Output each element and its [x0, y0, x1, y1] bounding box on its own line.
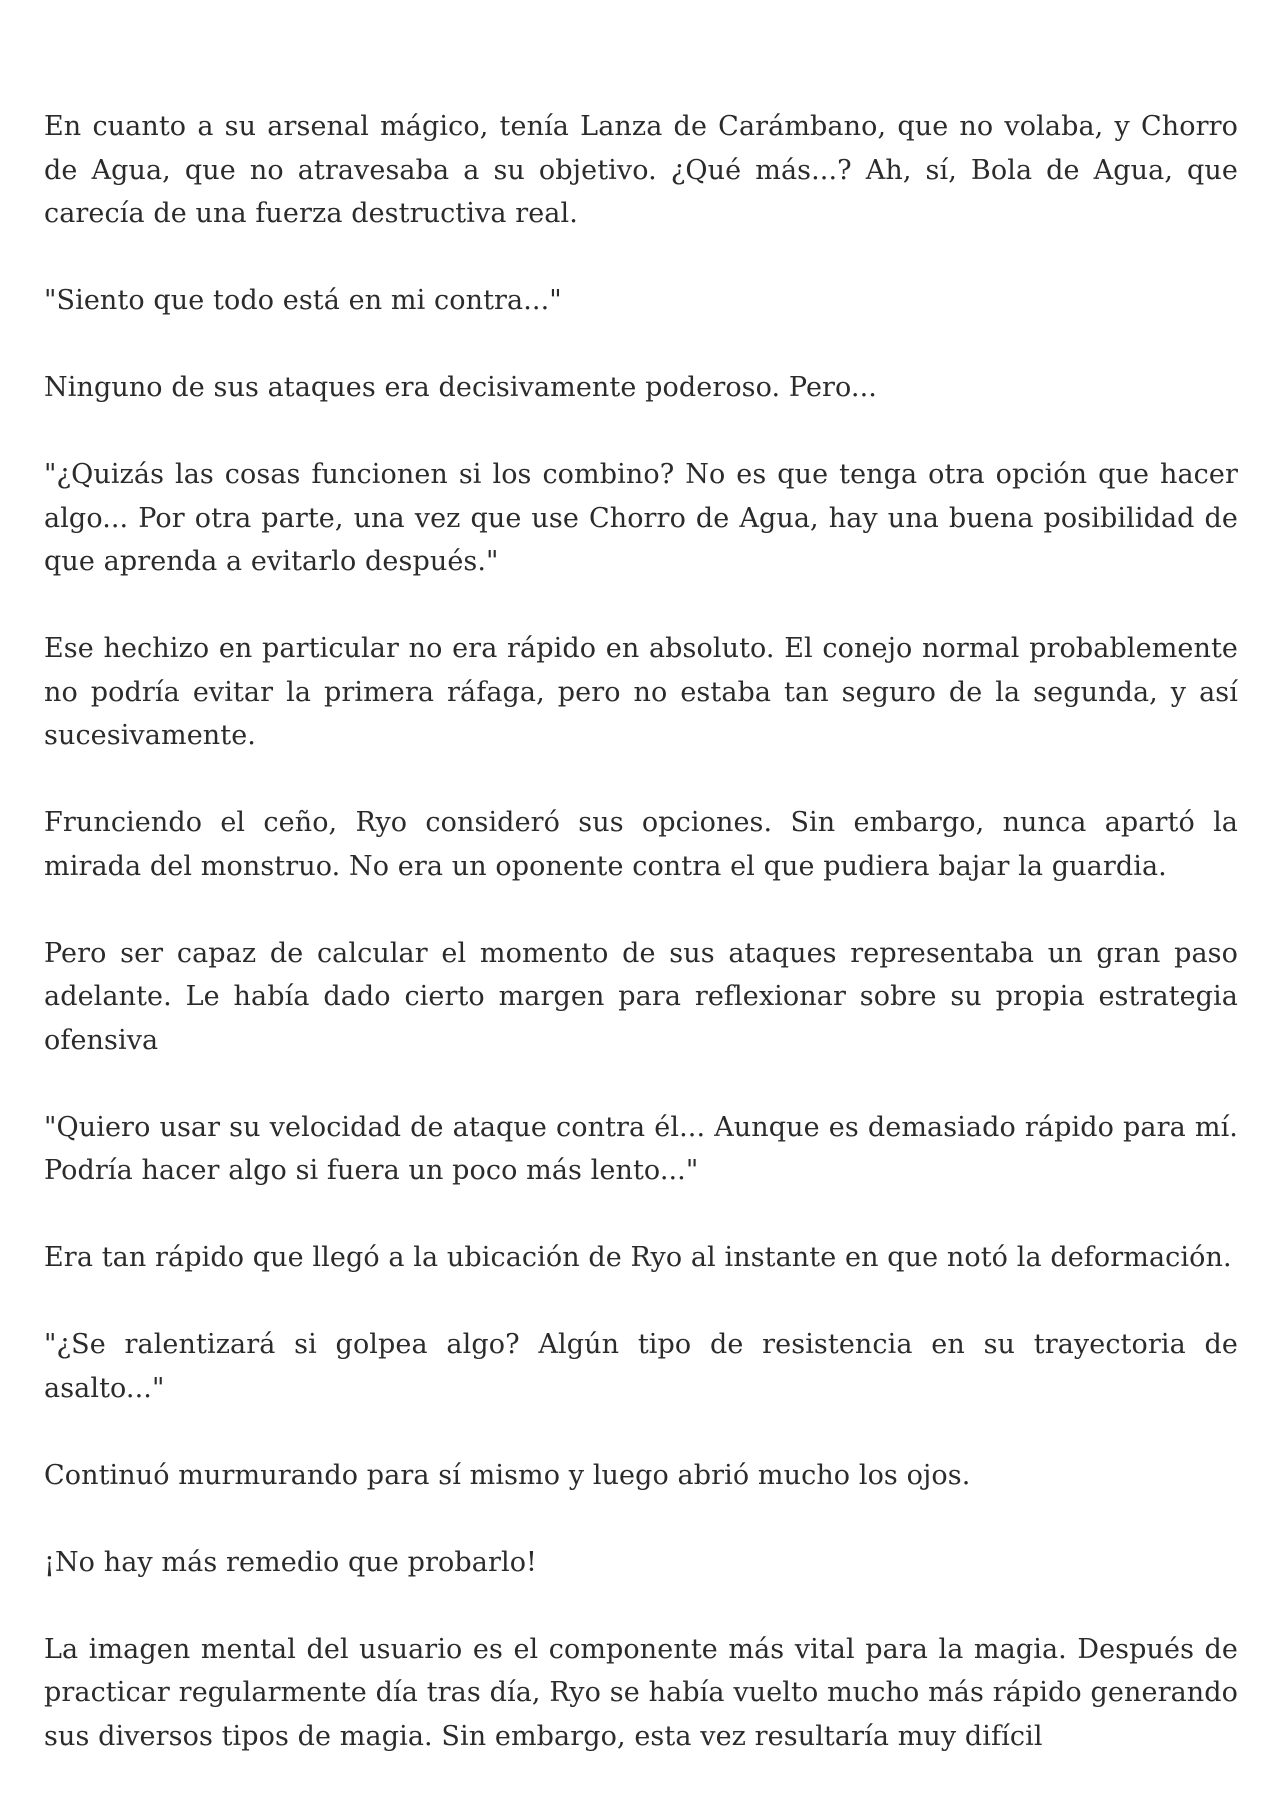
paragraph-2: "Siento que todo está en mi contra..."	[44, 285, 562, 316]
paragraph-4: "¿Quizás las cosas funcionen si los combino? No es que tenga otra opción que hacer algo... Por otra parte, una vez que use Chorro de Agua, hay una buena posibilidad de que aprenda a evitarlo después."	[44, 459, 1238, 577]
paragraph-13: La imagen mental del usuario es el componente más vital para la magia. Después de practicar regularmente día tras día, Ryo se había vuelto mucho más rápido generando sus diversos tipos de magia. Sin embargo, esta vez resultaría muy difícil	[44, 1633, 1238, 1752]
paragraph-5: Ese hechizo en particular no era rápido en absoluto. El conejo normal probablemente no podría evitar la primera ráfaga, pero no estaba tan seguro de la segunda, y así sucesivamente.	[44, 633, 1238, 751]
paragraph-12: ¡No hay más remedio que probarlo!	[44, 1546, 538, 1578]
paragraph-10: "¿Se ralentizará si golpea algo? Algún tipo de resistencia en su trayectoria de asalto..."	[44, 1329, 1238, 1404]
paragraph-9: Era tan rápido que llegó a la ubicación de Ryo al instante en que notó la deformación.	[44, 1242, 1232, 1273]
document-page	[44, 105, 1238, 1758]
paragraph-8: "Quiero usar su velocidad de ataque contra él... Aunque es demasiado rápido para mí. Podría hacer algo si fuera un poco más lento..."	[44, 1111, 1238, 1186]
paragraph-7: Pero ser capaz de calcular el momento de sus ataques representaba un gran paso adelante. Le había dado cierto margen para reflexionar sobre su propia estrategia ofensiva	[44, 937, 1238, 1056]
paragraph-11: Continuó murmurando para sí mismo y luego abrió mucho los ojos.	[44, 1459, 971, 1491]
paragraph-1: En cuanto a su arsenal mágico, tenía Lanza de Carámbano, que no volaba, y Chorro de Agua, que no atravesaba a su objetivo. ¿Qué más...? Ah, sí, Bola de Agua, que carecía de una fuerza destructiva real.	[44, 111, 1238, 229]
paragraph-6: Frunciendo el ceño, Ryo consideró sus opciones. Sin embargo, nunca apartó la mirada del monstruo. No era un oponente contra el que pudiera bajar la guardia.	[44, 807, 1238, 882]
paragraph-3: Ninguno de sus ataques era decisivamente poderoso. Pero...	[44, 372, 877, 403]
